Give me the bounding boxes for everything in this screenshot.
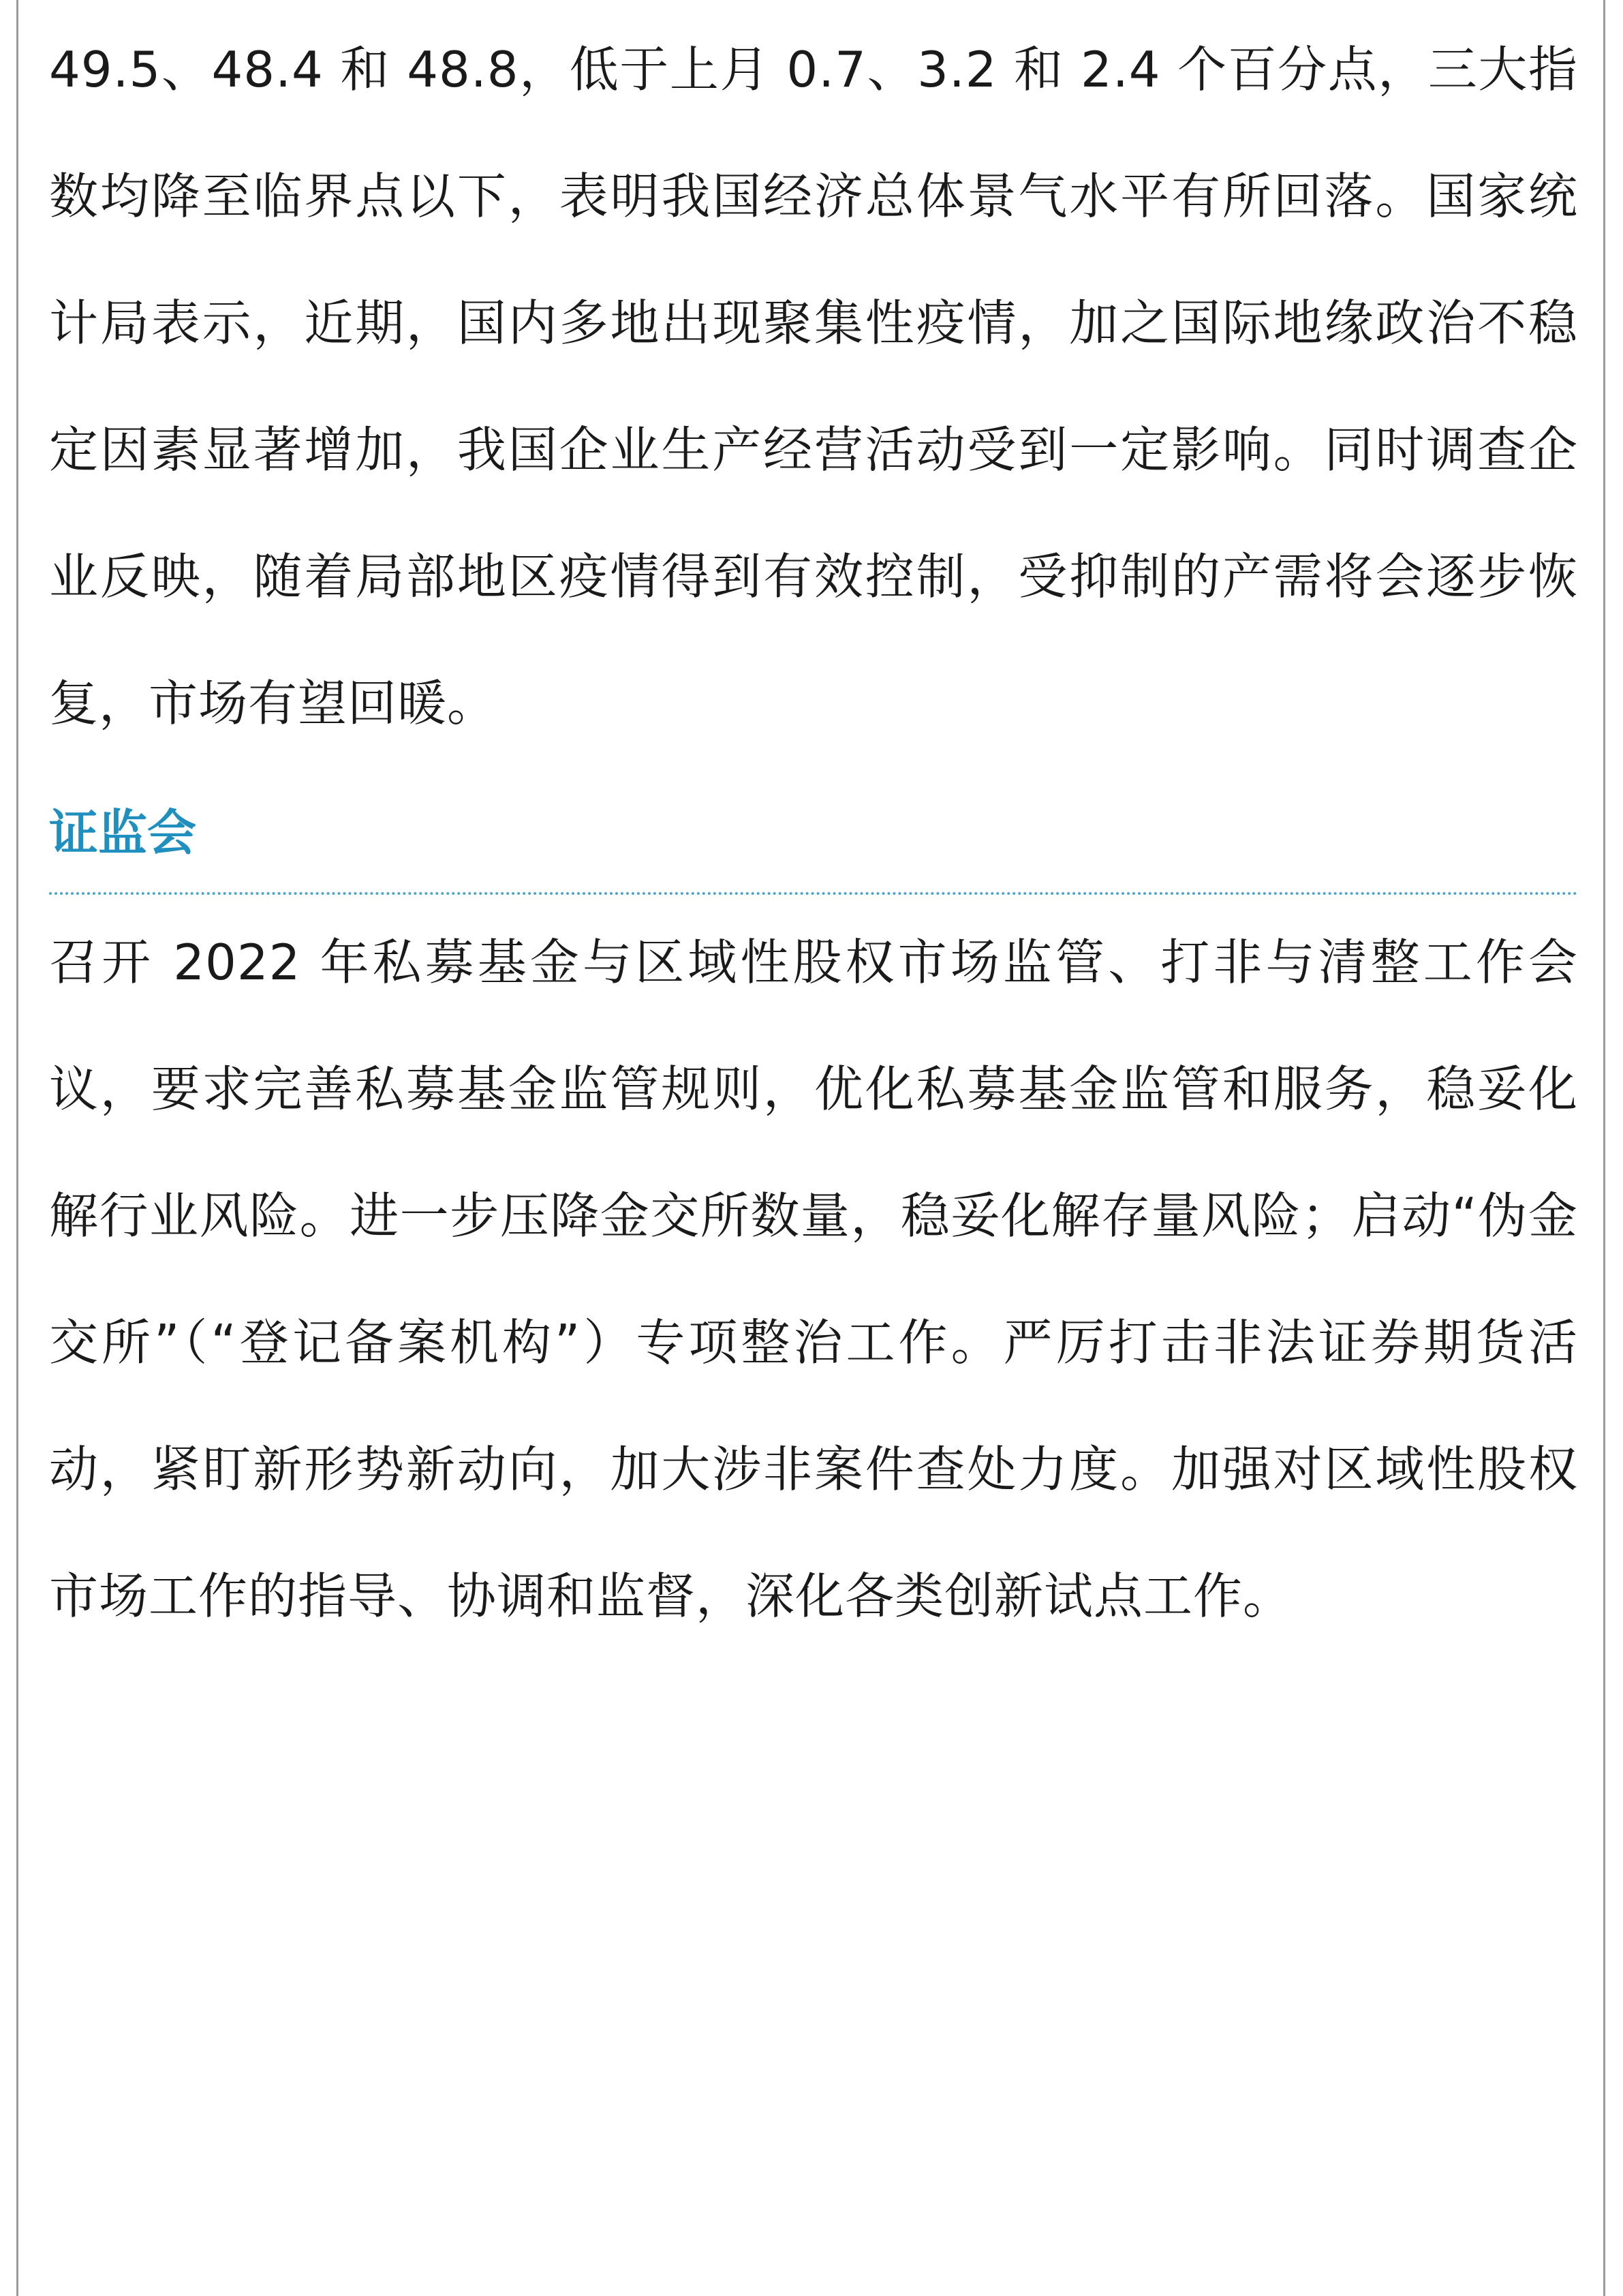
section-heading: 证监会: [49, 804, 197, 861]
section-body-paragraph: 召开 2022 年私募基金与区域性股权市场监管、打非与清整工作会议，要求完善私募基金监管规则，优化私募基金监管和服务，稳妥化解行业风险。进一步压降金交所数量，稳妥化解存量风险；启动“伪金交所”（“登记备案机构”）专项整治工作。严厉打击非法证券期货活动，紧盯新形势新动向，加大涉非案件查处力度。加强对区域性股权市场工作的指导、协调和监督，深化各类创新试点工作。: [49, 934, 1578, 1625]
article-content: [49, 0, 1578, 1659]
article-paragraph-continued: 49.5、48.4 和 48.8，低于上月 0.7、3.2 和 2.4 个百分点，三大指数均降至临界点以下，表明我国经济总体景气水平有所回落。国家统计局表示，近期，国内多地出现聚集性疫情，加之国际地缘政治不稳定因素显著增加，我国企业生产经营活动受到一定影响。同时调查企业反映，随着局部地区疫情得到有效控制，受抑制的产需将会逐步恢复，市场有望回暖。: [49, 41, 1578, 732]
section-divider: [49, 892, 1578, 895]
